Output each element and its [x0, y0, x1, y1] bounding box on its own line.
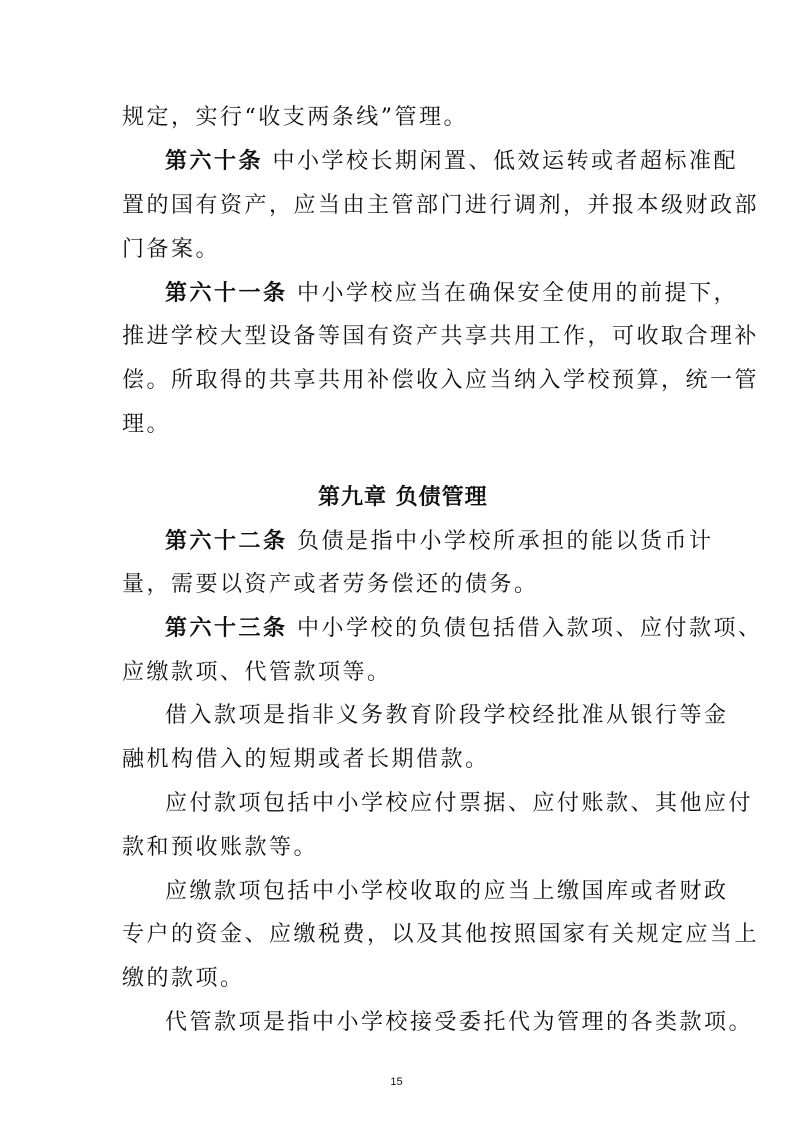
- text-line: 应付款项包括中小学校应付票据、应付账款、其他应付: [165, 791, 754, 816]
- article-paragraph: [165, 148, 738, 176]
- article-paragraph: [165, 615, 763, 643]
- text-line: 推进学校大型设备等国有资产共享共用工作，可收取合理补: [122, 324, 760, 349]
- text-line: 缴的款项。: [122, 966, 245, 991]
- article-label: 第六十三条: [165, 616, 288, 641]
- text-line: 规定，实行“收支两条线”管理。: [122, 105, 468, 130]
- article-label: 第六十条: [165, 149, 264, 174]
- article-text: 中小学校应当在确保安全使用的前提下，: [297, 281, 739, 306]
- article-text: 中小学校的负债包括借入款项、应付款项、: [297, 616, 763, 641]
- text-line: 借入款项是指非义务教育阶段学校经批准从银行等金: [165, 703, 729, 728]
- text-line: 门备案。: [122, 237, 221, 262]
- text-line: 融机构借入的短期或者长期借款。: [122, 747, 490, 772]
- article-paragraph: [165, 528, 714, 556]
- text-line: 款和预收账款等。: [122, 835, 319, 860]
- article-text: 负债是指中小学校所承担的能以货币计: [297, 529, 714, 554]
- article-label: 第六十一条: [165, 281, 288, 306]
- text-line: 应缴款项、代管款项等。: [122, 660, 392, 685]
- page-number: 15: [390, 1076, 403, 1088]
- article-label: 第六十二条: [165, 529, 288, 554]
- text-line: 代管款项是指中小学校接受委托代为管理的各类款项。: [165, 1010, 754, 1035]
- text-line: 偿。所取得的共享共用补偿收入应当纳入学校预算，统一管: [122, 368, 760, 393]
- text-line: 量，需要以资产或者劳务偿还的债务。: [122, 572, 539, 597]
- text-line: 理。: [122, 412, 172, 437]
- chapter-heading: 第九章 负债管理: [318, 485, 488, 510]
- text-line: 专户的资金、应缴税费，以及其他按照国家有关规定应当上: [122, 922, 760, 947]
- text-line: 置的国有资产，应当由主管部门进行调剂，并报本级财政部: [122, 193, 760, 218]
- text-line: 应缴款项包括中小学校收取的应当上缴国库或者财政: [165, 879, 729, 904]
- article-text: 中小学校长期闲置、低效运转或者超标准配: [272, 149, 739, 174]
- article-paragraph: [165, 280, 738, 308]
